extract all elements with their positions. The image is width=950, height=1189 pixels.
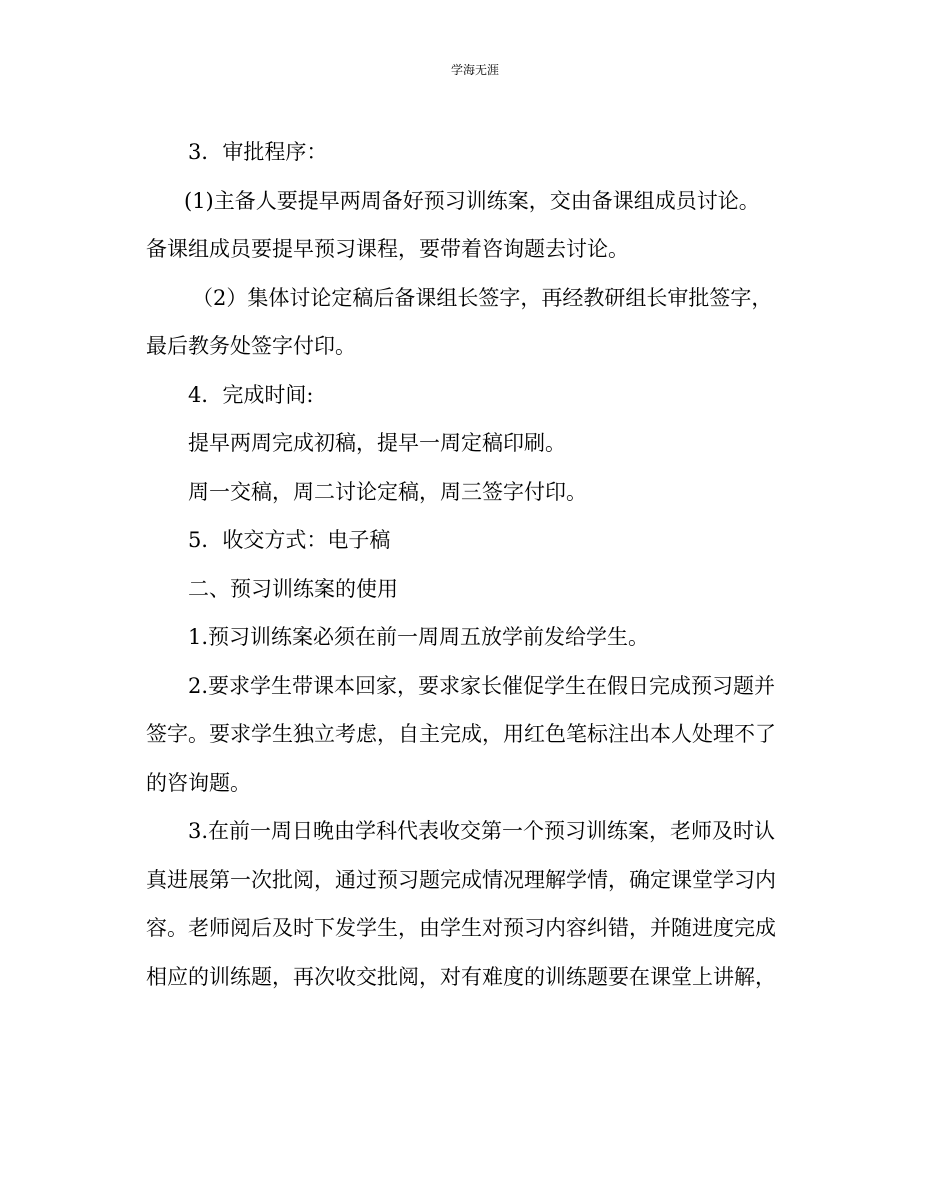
paragraph-line: (1)主备人要提早两周备好预习训练案，交由备课组成员讨论。 bbox=[184, 188, 760, 213]
page-header: 学海无涯 bbox=[450, 63, 499, 77]
paragraph-line: 提早两周完成初稿，提早一周定稿印刷。 bbox=[188, 431, 566, 455]
paragraph-line: 真进展第一次批阅，通过预习题完成情况理解学情，确定课堂学习内 bbox=[146, 867, 776, 892]
paragraph-line: 的咨询题。 bbox=[146, 770, 251, 795]
section-heading-approval: 3．审批程序： bbox=[188, 140, 328, 164]
paragraph-line: 相应的训练题，再次收交批阅，对有难度的训练题要在课堂上讲解， bbox=[146, 964, 776, 989]
paragraph-line: 签字。要求学生独立考虑，自主完成，用红色笔标注出本人处理不了 bbox=[146, 722, 776, 746]
list-item-3: 3.在前一周日晚由学科代表收交第一个预习训练案，老师及时认 bbox=[188, 819, 776, 843]
list-item-2: 2.要求学生带课本回家，要求家长催促学生在假日完成预习题并 bbox=[188, 673, 776, 698]
paragraph-line: 周一交稿，周二讨论定稿，周三签字付印。 bbox=[188, 479, 587, 504]
section-heading-time: 4．完成时间: bbox=[188, 382, 314, 407]
list-item-1: 1.预习训练案必须在前一周周五放学前发给学生。 bbox=[188, 625, 650, 649]
section-heading-submission: 5．收交方式：电子稿 bbox=[188, 528, 391, 552]
paragraph-line: （2）集体讨论定稿后备课组长签字，再经教研组长审批签字， bbox=[192, 285, 773, 310]
paragraph-line: 最后教务处签字付印。 bbox=[146, 334, 356, 358]
section-heading-usage: 二、预习训练案的使用 bbox=[188, 576, 398, 601]
paragraph-line: 容。老师阅后及时下发学生，由学生对预习内容纠错，并随进度完成 bbox=[146, 916, 776, 940]
document-body bbox=[146, 128, 806, 1001]
paragraph-line: 备课组成员要提早预习课程，要带着咨询题去讨论。 bbox=[146, 237, 629, 261]
